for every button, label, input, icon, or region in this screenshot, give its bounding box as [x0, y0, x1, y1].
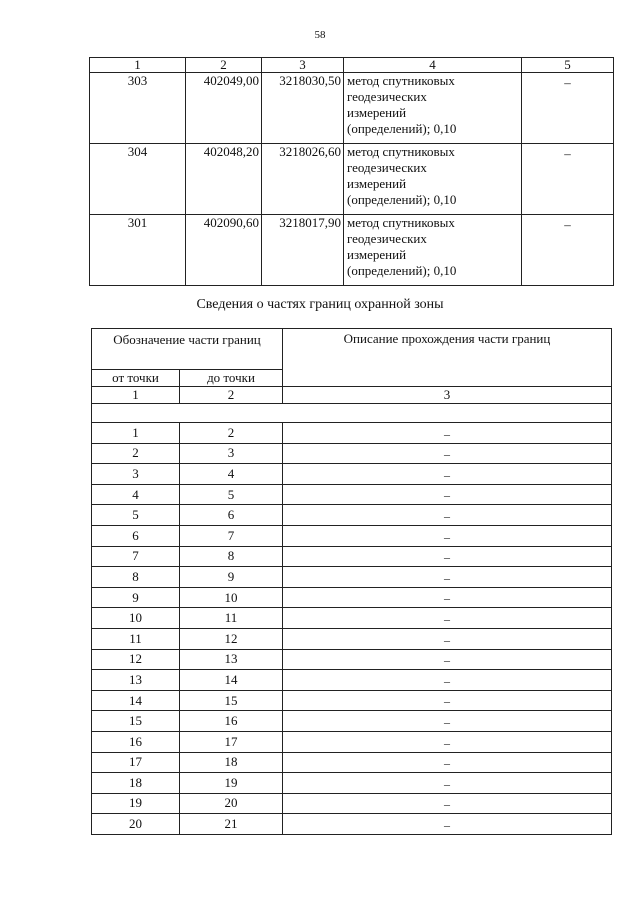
coordinate-row — [90, 215, 614, 286]
from-point: 6 — [92, 525, 180, 546]
part-description: – — [283, 773, 612, 794]
column-index: 2 — [180, 387, 283, 404]
to-point-header: до точки — [180, 370, 283, 387]
to-point: 9 — [180, 567, 283, 588]
point-number: 303 — [90, 73, 186, 144]
from-point: 10 — [92, 608, 180, 629]
part-description: – — [283, 793, 612, 814]
to-point: 13 — [180, 649, 283, 670]
from-point: 15 — [92, 711, 180, 732]
from-point: 14 — [92, 690, 180, 711]
from-point: 7 — [92, 546, 180, 567]
method-line: измерений — [347, 247, 407, 262]
column-index: 1 — [90, 58, 186, 73]
part-description: – — [283, 649, 612, 670]
part-description: – — [283, 505, 612, 526]
column-index: 4 — [344, 58, 522, 73]
method-line: геодезических — [347, 89, 427, 104]
point-number: 301 — [90, 215, 186, 286]
page-number: 58 — [314, 29, 326, 41]
to-point: 8 — [180, 546, 283, 567]
coordinate-y: 3218030,50 — [262, 73, 344, 144]
section-title: Сведения о частях границ охранной зоны — [196, 297, 444, 312]
from-point: 20 — [92, 814, 180, 835]
from-point: 2 — [92, 443, 180, 464]
from-point: 12 — [92, 649, 180, 670]
to-point: 21 — [180, 814, 283, 835]
part-description: – — [283, 423, 612, 444]
to-point: 19 — [180, 773, 283, 794]
part-description: – — [283, 567, 612, 588]
coordinates-header-row — [90, 58, 614, 73]
point-description: – — [522, 215, 614, 286]
method-line: метод спутниковых — [347, 215, 455, 230]
point-number: 304 — [90, 144, 186, 215]
part-description: – — [283, 525, 612, 546]
to-point: 16 — [180, 711, 283, 732]
table-row — [92, 505, 612, 526]
table-row — [92, 773, 612, 794]
column-index: 5 — [522, 58, 614, 73]
to-point: 20 — [180, 793, 283, 814]
to-point: 17 — [180, 731, 283, 752]
method-line: (определений); 0,10 — [347, 263, 457, 278]
coordinate-row — [90, 73, 614, 144]
part-description: – — [283, 752, 612, 773]
coordinate-x: 402048,20 — [186, 144, 262, 215]
from-point: 8 — [92, 567, 180, 588]
method-line: метод спутниковых — [347, 73, 455, 88]
point-description: – — [522, 144, 614, 215]
column-index: 2 — [186, 58, 262, 73]
method-line: геодезических — [347, 160, 427, 175]
to-point: 11 — [180, 608, 283, 629]
column-index: 3 — [262, 58, 344, 73]
table-row — [92, 567, 612, 588]
part-description: – — [283, 670, 612, 691]
from-point: 16 — [92, 731, 180, 752]
part-description: – — [283, 711, 612, 732]
boundary-parts-body — [92, 423, 612, 835]
part-description: – — [283, 731, 612, 752]
part-description: – — [283, 484, 612, 505]
method-line: метод спутниковых — [347, 144, 455, 159]
part-description: – — [283, 546, 612, 567]
part-description: – — [283, 690, 612, 711]
table-row — [92, 587, 612, 608]
part-description: – — [283, 628, 612, 649]
boundary-parts-table — [91, 328, 612, 835]
column-index: 3 — [283, 387, 612, 404]
part-description: – — [283, 608, 612, 629]
from-point: 1 — [92, 423, 180, 444]
to-point: 6 — [180, 505, 283, 526]
method-line: (определений); 0,10 — [347, 192, 457, 207]
determination-method — [344, 73, 522, 144]
table-row — [92, 752, 612, 773]
to-point: 15 — [180, 690, 283, 711]
to-point: 4 — [180, 464, 283, 485]
coordinate-row — [90, 144, 614, 215]
table-row — [92, 731, 612, 752]
table-row — [92, 464, 612, 485]
from-point-header: от точки — [92, 370, 180, 387]
coordinate-x: 402049,00 — [186, 73, 262, 144]
to-point: 14 — [180, 670, 283, 691]
from-point: 17 — [92, 752, 180, 773]
column-index: 1 — [92, 387, 180, 404]
to-point: 18 — [180, 752, 283, 773]
part-description: – — [283, 443, 612, 464]
determination-method — [344, 215, 522, 286]
to-point: 10 — [180, 587, 283, 608]
column-index-row — [92, 387, 612, 404]
to-point: 2 — [180, 423, 283, 444]
from-point: 11 — [92, 628, 180, 649]
coordinate-x: 402090,60 — [186, 215, 262, 286]
part-description: – — [283, 814, 612, 835]
table-row — [92, 525, 612, 546]
to-point: 3 — [180, 443, 283, 464]
method-line: измерений — [347, 105, 407, 120]
table-row — [92, 423, 612, 444]
to-point: 5 — [180, 484, 283, 505]
blank-cell — [92, 404, 612, 423]
parts-header-row — [92, 329, 612, 370]
method-line: геодезических — [347, 231, 427, 246]
table-row — [92, 484, 612, 505]
coordinates-table — [89, 57, 614, 286]
to-point: 12 — [180, 628, 283, 649]
table-row — [92, 670, 612, 691]
table-row — [92, 628, 612, 649]
blank-row — [92, 404, 612, 423]
from-point: 5 — [92, 505, 180, 526]
from-point: 13 — [92, 670, 180, 691]
table-row — [92, 814, 612, 835]
table-row — [92, 608, 612, 629]
table-row — [92, 649, 612, 670]
table-row — [92, 443, 612, 464]
from-point: 3 — [92, 464, 180, 485]
table-row — [92, 546, 612, 567]
boundary-part-designation-header: Обозначение части границ — [92, 329, 283, 370]
table-row — [92, 793, 612, 814]
from-point: 9 — [92, 587, 180, 608]
from-point: 18 — [92, 773, 180, 794]
method-line: (определений); 0,10 — [347, 121, 457, 136]
from-point: 19 — [92, 793, 180, 814]
table-row — [92, 690, 612, 711]
point-description: – — [522, 73, 614, 144]
to-point: 7 — [180, 525, 283, 546]
coordinate-y: 3218026,60 — [262, 144, 344, 215]
table-row — [92, 711, 612, 732]
part-description: – — [283, 464, 612, 485]
determination-method — [344, 144, 522, 215]
coordinate-y: 3218017,90 — [262, 215, 344, 286]
method-line: измерений — [347, 176, 407, 191]
from-point: 4 — [92, 484, 180, 505]
boundary-description-header: Описание прохождения части границ — [283, 329, 612, 387]
part-description: – — [283, 587, 612, 608]
